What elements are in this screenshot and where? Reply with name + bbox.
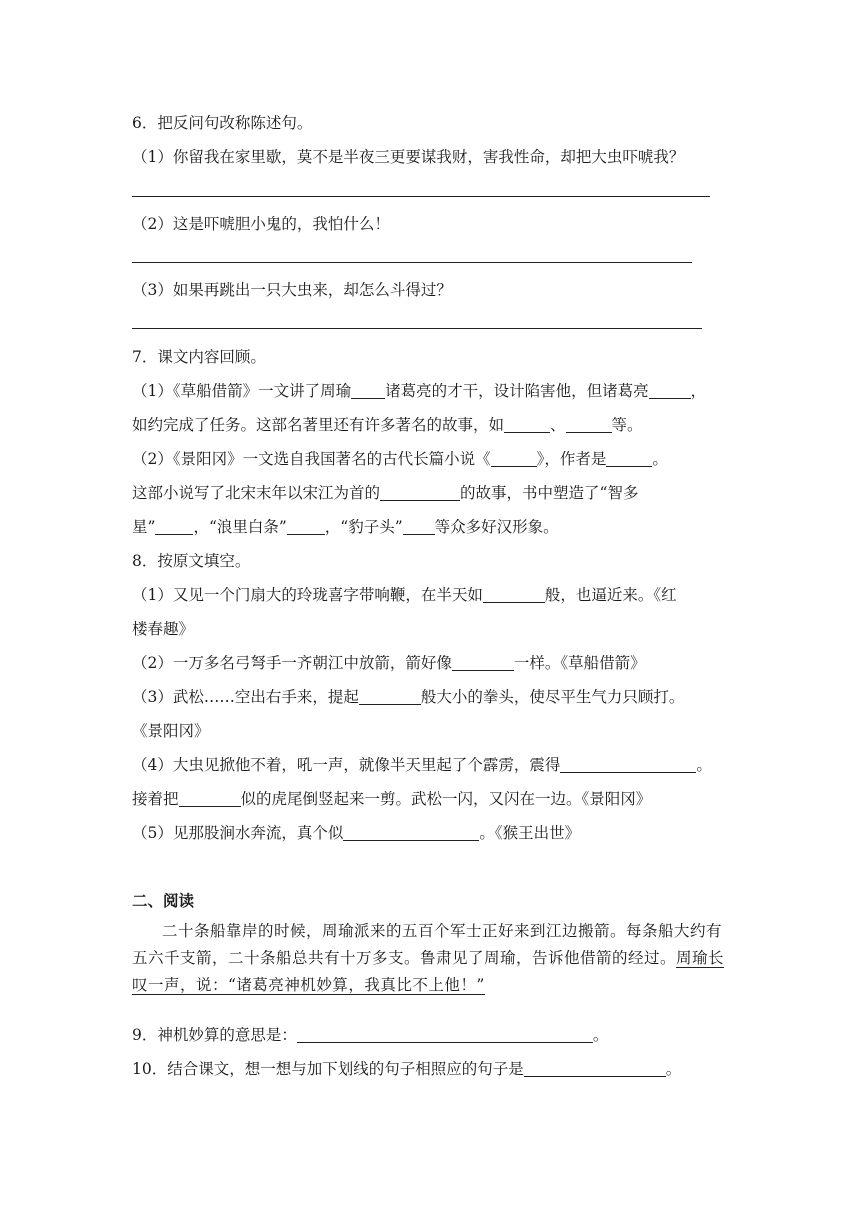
q8-l6-text-b: 。 [696,756,712,774]
q7-blank-2[interactable] [649,380,691,399]
q7-blank-10[interactable] [403,516,435,535]
q8-blank-4[interactable] [560,754,696,773]
q7-l4-text-b: 的故事，书中塑造了“智多 [460,484,639,502]
q8-l1-text-a: （1）又见一个门扇大的玲珑喜字带响鞭，在半天如 [132,586,483,604]
q7-l5-text-b: ，“浪里白条” [193,518,287,536]
q6-sentence-3: （3）如果再跳出一只大虫来，却怎么斗得过？ [132,281,452,299]
reading-text: 二十条船靠岸的时候，周瑜派来的五百个军士正好来到江边搬箭。每条船大约有五六千支箭，二十条船总共有十万多支。鲁肃见了周瑜，告诉他借箭的经过。 [132,922,723,967]
q8-l7-text-b: 似的虎尾倒竖起来一剪。武松一闪，又闪在一边。《景阳冈》 [240,790,652,808]
q7-line-5 [132,516,559,538]
q7-l1-text-b: 诸葛亮的才干，设计陷害他，但诸葛亮 [385,382,649,400]
q10-blank[interactable] [524,1058,666,1077]
q8-blank-3[interactable] [359,686,421,705]
q8-blank-6[interactable] [343,822,479,841]
q6-answer-line-1[interactable] [132,196,710,197]
q6-answer-line-2[interactable] [132,262,692,263]
q8-l1-text-b: 般，也逼近来。《红 [544,586,677,604]
q7-blank-7[interactable] [380,482,460,501]
q7-blank-6[interactable] [606,448,652,467]
q7-line-4 [132,482,638,504]
q8-l8-text-a: （5）见那股涧水奔流，真个似 [132,824,344,842]
q8-blank-2[interactable] [452,652,514,671]
q10-line [132,1058,681,1080]
reading-underlined-sentence: 周瑜长叹一声，说：“诸葛亮神机妙算，我真比不上他！” [132,949,725,994]
q8-l3-text-b: 一样。《草船借箭》 [513,654,646,672]
q10-text: 10．结合课文，想一想与加下划线的句子相照应的句子是 [132,1060,524,1078]
q7-blank-1[interactable] [351,380,385,399]
q6-sentence-2: （2）这是吓唬胆小鬼的，我怕什么！ [132,215,390,233]
q7-l5-text-c: ，“豹子头” [324,518,403,536]
q8-line-1 [132,584,677,606]
q7-l4-text-a: 这部小说写了北宋末年以宋江为首的 [132,484,381,502]
q7-blank-8[interactable] [155,516,193,535]
q7-line-2 [132,414,643,436]
q7-title: 7．课文内容回顾。 [132,348,266,366]
q7-l1-text-c: ， [690,382,707,400]
q7-l2-text-c: 等。 [611,416,643,434]
q7-l3-text-c: 。 [652,450,668,468]
q9-line [132,1024,608,1046]
reading-passage [132,918,730,999]
q8-blank-1[interactable] [483,584,545,603]
q7-l2-text-a: 如约完成了任务。这部名著里还有许多著名的故事，如 [132,416,505,434]
q10-end: 。 [665,1060,682,1078]
q7-line-3 [132,448,668,470]
q9-end: 。 [592,1026,609,1044]
q7-l2-text-b: 、 [550,416,566,434]
section-reading-title: 二、阅读 [132,892,195,910]
q6-sentence-1: （1）你留我在家里歇，莫不是半夜三更要谋我财，害我性命，却把大虫吓唬我？ [132,148,685,166]
q8-line-8 [132,822,580,844]
q7-l3-text-a: （2）《景阳冈》一文选自我国著名的古代长篇小说《 [132,450,491,468]
q6-answer-line-3[interactable] [132,328,702,329]
q8-title: 8．按原文填空。 [132,552,251,570]
q8-l8-text-b: 。《猴王出世》 [479,824,581,842]
q7-l1-text-a: （1）《草船借箭》一文讲了周瑜 [132,382,352,400]
q7-line-1 [132,380,706,402]
q9-blank[interactable] [297,1024,593,1043]
q9-text: 9．神机妙算的意思是： [132,1026,297,1044]
q7-blank-9[interactable] [287,516,325,535]
q8-l4-text-a: （3）武松……空出右手来，提起 [132,688,359,706]
q8-l6-text-a: （4）大虫见掀他不着，吼一声，就像半天里起了个霹雳，震得 [132,756,561,774]
q8-l4-text-b: 般大小的拳头，使尽平生气力只顾打。 [420,688,685,706]
q6-title: 6．把反问句改称陈述句。 [132,114,313,132]
q8-line-5: 《景阳冈》 [132,722,210,740]
q7-blank-5[interactable] [491,448,537,467]
q8-line-2: 楼春趣》 [132,620,195,638]
q7-l5-text-d: 等众多好汉形象。 [434,518,559,536]
q8-line-6 [132,754,712,776]
q7-l5-text-a: 星” [132,518,156,536]
q7-blank-3[interactable] [504,414,550,433]
q8-l7-text-a: 接着把 [132,790,179,808]
q8-blank-5[interactable] [179,788,241,807]
q7-blank-4[interactable] [566,414,612,433]
q8-line-4 [132,686,684,708]
q7-l3-text-b: 》，作者是 [536,450,607,468]
q8-line-7 [132,788,651,810]
q8-line-3 [132,652,646,674]
q8-l3-text-a: （2）一万多名弓弩手一齐朝江中放箭，箭好像 [132,654,452,672]
